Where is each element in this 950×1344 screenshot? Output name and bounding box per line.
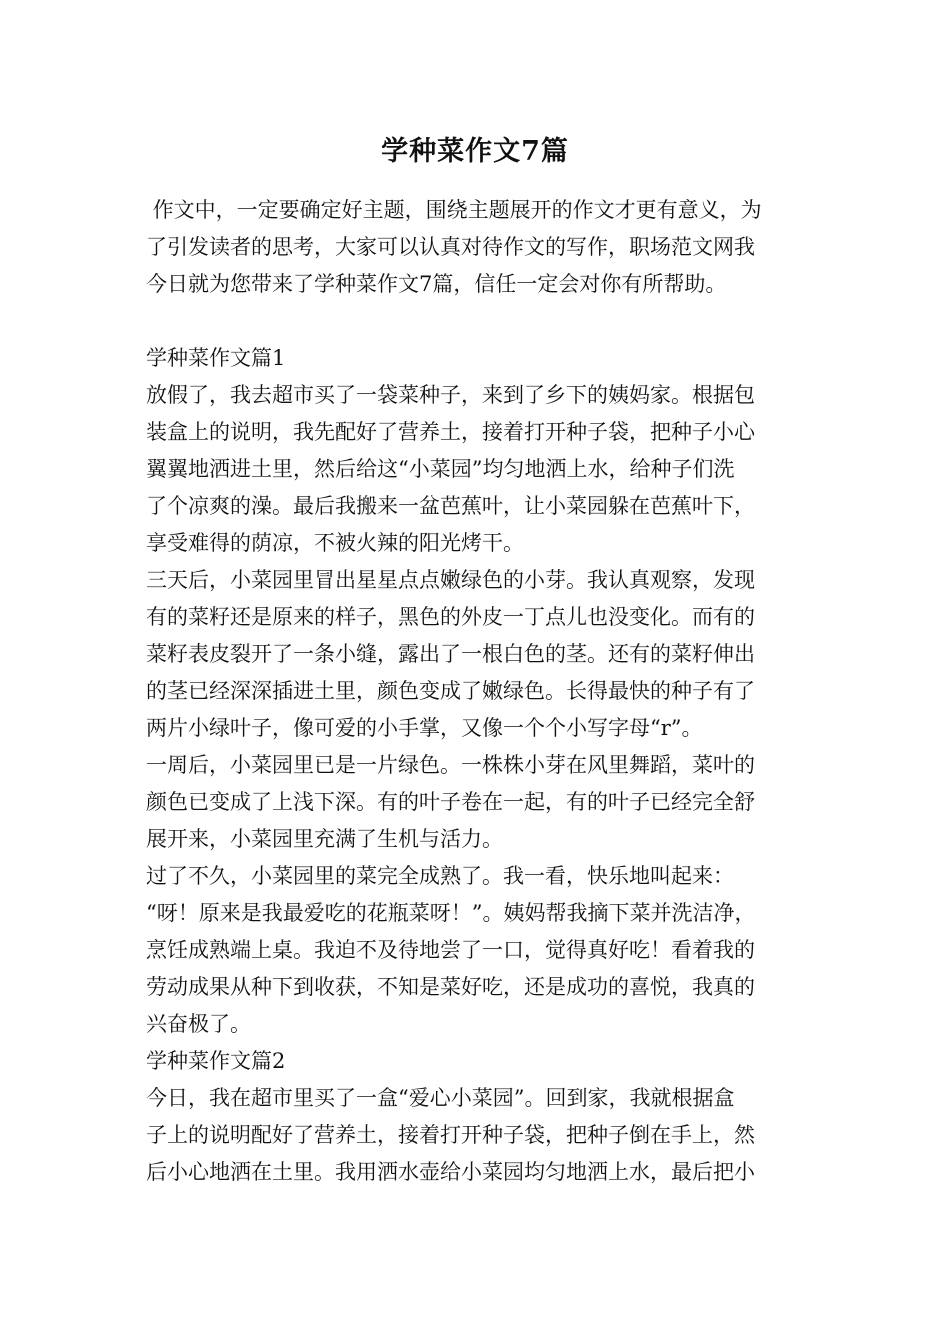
intro-line: 作文中，一定要确定好主题，围绕主题展开的作文才更有意义，为 [146,198,762,222]
body-line: 今日，我在超市里买了一盒“爱心小菜园”。回到家，我就根据盒 [146,1086,735,1110]
body-line: 劳动成果从种下到收获，不知是菜好吃，还是成功的喜悦，我真的 [146,975,755,999]
body-line: 后小心地洒在土里。我用洒水壶给小菜园均匀地洒上水，最后把小 [146,1160,755,1184]
body-line: 翼翼地洒进土里，然后给这“小菜园”均匀地洒上水，给种子们洗 [146,457,735,481]
body-line: 有的菜籽还是原来的样子，黑色的外皮一丁点儿也没变化。而有的 [146,605,755,629]
section-2 [146,1043,826,1191]
body-line: 颜色已变成了上浅下深。有的叶子卷在一起，有的叶子已经完全舒 [146,790,755,814]
section-heading: 学种菜作文篇2 [146,1049,286,1073]
body-line: 展开来，小菜园里充满了生机与活力。 [146,827,503,851]
body-line: 菜籽表皮裂开了一条小缝，露出了一根白色的茎。还有的菜籽伸出 [146,642,755,666]
body-line: 过了不久，小菜园里的菜完全成熟了。我一看，快乐地叫起来： [146,864,734,888]
intro-line: 今日就为您带来了学种菜作文7篇，信任一定会对你有所帮助。 [146,272,727,296]
body-line: 两片小绿叶子，像可爱的小手掌，又像一个个小写字母“r”。 [146,716,703,740]
body-line: 三天后，小菜园里冒出星星点点嫩绿色的小芽。我认真观察，发现 [146,568,755,592]
section-1 [146,340,826,1043]
document-body [146,192,826,1191]
intro-paragraph [146,192,826,303]
intro-line: 了引发读者的思考，大家可以认真对待作文的写作，职场范文网我 [146,235,755,259]
section-heading: 学种菜作文篇1 [146,346,286,370]
body-line: 的茎已经深深插进土里，颜色变成了嫩绿色。长得最快的种子有了 [146,679,755,703]
body-line: 装盒上的说明，我先配好了营养土，接着打开种子袋，把种子小心 [146,420,755,444]
body-line: 放假了，我去超市买了一袋菜种子，来到了乡下的姨妈家。根据包 [146,383,755,407]
body-line: 享受难得的荫凉，不被火辣的阳光烤干。 [146,531,524,555]
body-line: “呀！原来是我最爱吃的花瓶菜呀！”。姨妈帮我摘下菜并洗洁净， [146,901,756,925]
document-title: 学种菜作文7篇 [381,136,569,167]
body-line: 一周后，小菜园里已是一片绿色。一株株小芽在风里舞蹈，菜叶的 [146,753,755,777]
body-line: 子上的说明配好了营养土，接着打开种子袋，把种子倒在手上，然 [146,1123,755,1147]
body-line: 烹饪成熟端上桌。我迫不及待地尝了一口，觉得真好吃！看着我的 [146,938,755,962]
paragraph-gap [146,303,826,340]
body-line: 了个凉爽的澡。最后我搬来一盆芭蕉叶，让小菜园躲在芭蕉叶下， [146,494,755,518]
body-line: 兴奋极了。 [146,1012,251,1036]
